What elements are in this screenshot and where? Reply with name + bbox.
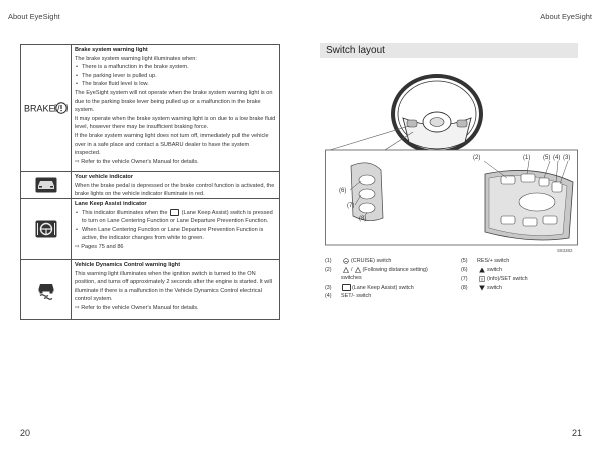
- distance-setting-icon: [355, 267, 361, 273]
- legend-item-1: (1) (CRUISE) switch: [325, 258, 392, 264]
- list-item: • There is a malfunction in the brake system.: [75, 63, 276, 72]
- page-number-right: 21: [571, 428, 582, 438]
- list-item: • The brake fluid level is low.: [75, 80, 276, 89]
- callout-7: (7): [347, 203, 355, 209]
- legend-item-8: (8) switch: [461, 285, 502, 291]
- left-control-cluster: [351, 163, 383, 221]
- page-number-left: 20: [20, 428, 31, 438]
- lane-keep-ref: ⇨ Pages 75 and 86: [75, 243, 124, 250]
- brake-warning-icon: [21, 45, 72, 171]
- lane-keep-title: Lane Keep Assist indicator: [75, 201, 147, 207]
- legend-item-4: (4) SET/- switch: [325, 293, 372, 299]
- brake-para-1: The EyeSight system will not operate when the brake system warning light is on due to the parking brake lever being pulled up or a malfunction in the brake system.: [75, 89, 273, 114]
- list-item: • When Lane Centering Function or Lane Departure Prevention Function is active, the indicator changes from white to green.: [75, 226, 276, 243]
- steering-wheel: [393, 76, 481, 158]
- legend-item-2: (2) / (Following distance setting): [325, 267, 428, 273]
- warning-lights-table: [20, 44, 280, 320]
- section-title: Switch layout: [320, 43, 578, 58]
- vehicle-dynamics-icon: [21, 260, 72, 319]
- callout-3: (3): [563, 155, 571, 161]
- callout-2: (2): [473, 155, 481, 161]
- brake-para-3: If the brake system warning light does not turn off, immediately pull the vehicle over in a safe place and contact a SUBARU dealer to have the system inspected.: [75, 132, 269, 157]
- table-row-lane-keep: [21, 199, 279, 260]
- callout-4: (4): [553, 155, 561, 161]
- vehicle-indicator-icon: [21, 172, 72, 198]
- lane-keep-assist-icon: [170, 209, 179, 216]
- distance-setting-icon: [343, 267, 349, 273]
- steering-wheel-illustration: [325, 66, 579, 252]
- list-item: • This indicator illuminates when the (Lane Keep Assist) switch is pressed to turn on Lane Centering Function or Lane Departure Prevention Function.: [75, 209, 276, 226]
- switch-panel: [485, 170, 573, 240]
- running-header-right: About EyeSight: [540, 12, 592, 21]
- callout-5: (5): [543, 155, 551, 161]
- brake-intro: The brake system warning light illuminates when:: [75, 55, 197, 62]
- triangle-up-icon: [479, 267, 485, 273]
- table-row-brake: [21, 45, 279, 172]
- triangle-down-icon: [479, 285, 485, 291]
- legend-item-2-cont: switches: [341, 275, 362, 281]
- vehicle-dynamics-title: Vehicle Dynamics Control warning light: [75, 262, 181, 268]
- lane-keep-assist-icon: [342, 284, 351, 291]
- brake-title: Brake system warning light: [75, 47, 148, 53]
- brake-para-2: It may operate when the brake system warning light is on due to a low brake fluid level, however there may be insufficient braking force.: [75, 115, 276, 131]
- vehicle-dynamics-text: This warning light illuminates when the ignition switch is turned to the ON position, and turns off approximately 2 seconds after the engine is started. It will illuminate if there is a malfunction in the Vehicle Dynamics Control electrical control system.: [75, 270, 273, 303]
- callout-6: (6): [339, 188, 347, 194]
- brake-ref: ⇨ Refer to the vehicle Owner's Manual for details.: [75, 158, 199, 165]
- cruise-icon: [343, 258, 349, 264]
- switch-layout-figure: [325, 66, 579, 252]
- table-row-vehicle-indicator: [21, 172, 279, 199]
- running-header-left: About EyeSight: [8, 12, 60, 21]
- table-row-vehicle-dynamics: [21, 260, 279, 320]
- vehicle-dynamics-ref: ⇨ Refer to the vehicle Owner's Manual for details.: [75, 304, 199, 311]
- lane-keep-assist-icon: [21, 199, 72, 259]
- vehicle-indicator-title: Your vehicle indicator: [75, 174, 134, 180]
- legend-item-6: (6) switch: [461, 267, 502, 273]
- callout-1: (1): [523, 155, 531, 161]
- callout-8: (8): [359, 216, 367, 222]
- info-icon: [479, 276, 485, 282]
- vehicle-indicator-text: When the brake pedal is depressed or the brake control function is activated, the brake lights on the vehicle indicator illuminate in red.: [75, 182, 275, 198]
- figure-code: S83382: [557, 248, 573, 252]
- list-item: • The parking lever is pulled up.: [75, 72, 276, 81]
- brake-icon-text: BRAKE /: [24, 103, 60, 114]
- legend-item-3: (3) (Lane Keep Assist) switch: [325, 284, 414, 291]
- legend-item-5: (5) RES/+ switch: [461, 258, 510, 264]
- legend-item-7: (7) (info)/SET switch: [461, 276, 528, 282]
